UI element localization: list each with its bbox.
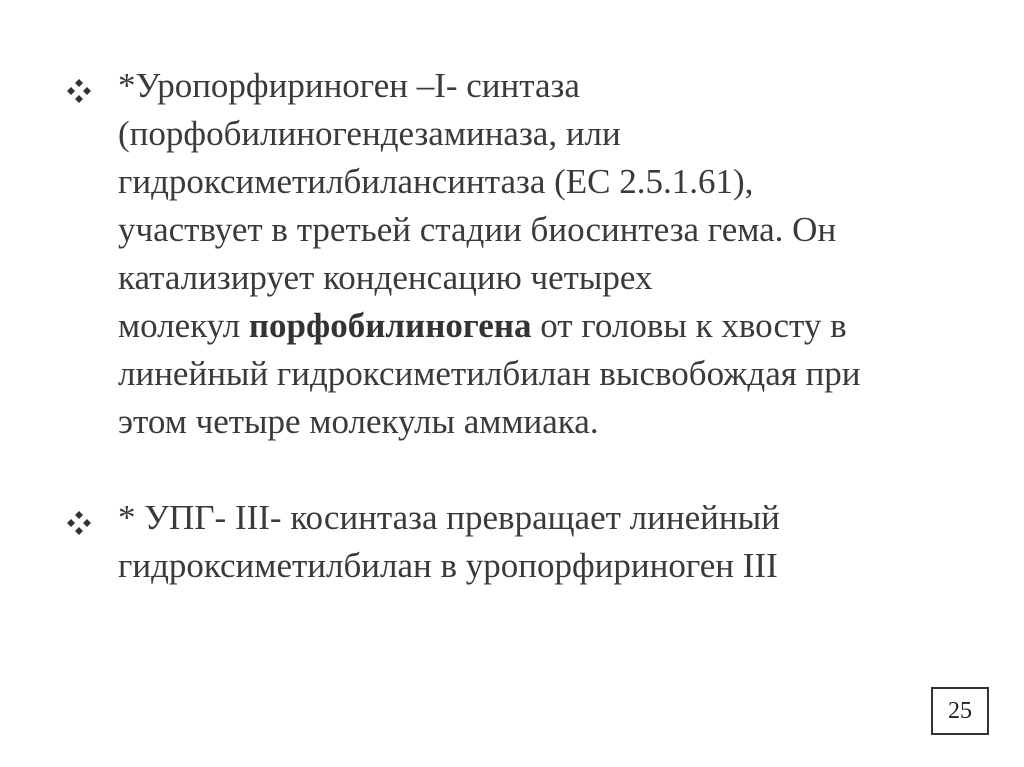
bold-term-porphobilinogen: порфобилиногена [248,306,532,345]
bullet-text-line: этом четыре молекулы аммиака. [118,402,599,441]
diamond-bullet-icon [66,510,92,536]
bullet-list [62,62,982,590]
diamond-bullet-icon [66,78,92,104]
page-number: 25 [931,687,989,735]
bullet-text-line-with-term [118,302,982,350]
bullet-item-upg-cosynthase [62,494,982,590]
bullet-text-line: *Уропорфириноген –I- синтаза [118,66,580,105]
bullet-item-uroporphyrinogen-synthase [62,62,982,446]
bullet-text-line: гидроксиметилбилан в уропорфириноген III [118,546,778,585]
text-fragment: молекул [118,306,249,345]
bullet-text-line: участвует в третьей стадии биосинтеза гема. Он [118,210,837,249]
bullet-text-line: катализирует конденсацию четырех [118,258,653,297]
bullet-text-line: гидроксиметилбилансинтаза (EC 2.5.1.61), [118,162,754,201]
text-fragment: от головы к хвосту в [531,306,847,345]
bullet-text-line: (порфобилиногендезаминаза, или [118,114,621,153]
bullet-text-line: линейный гидроксиметилбилан высвобождая при [118,354,861,393]
bullet-text-line: * УПГ- III- косинтаза превращает линейный [118,498,780,537]
